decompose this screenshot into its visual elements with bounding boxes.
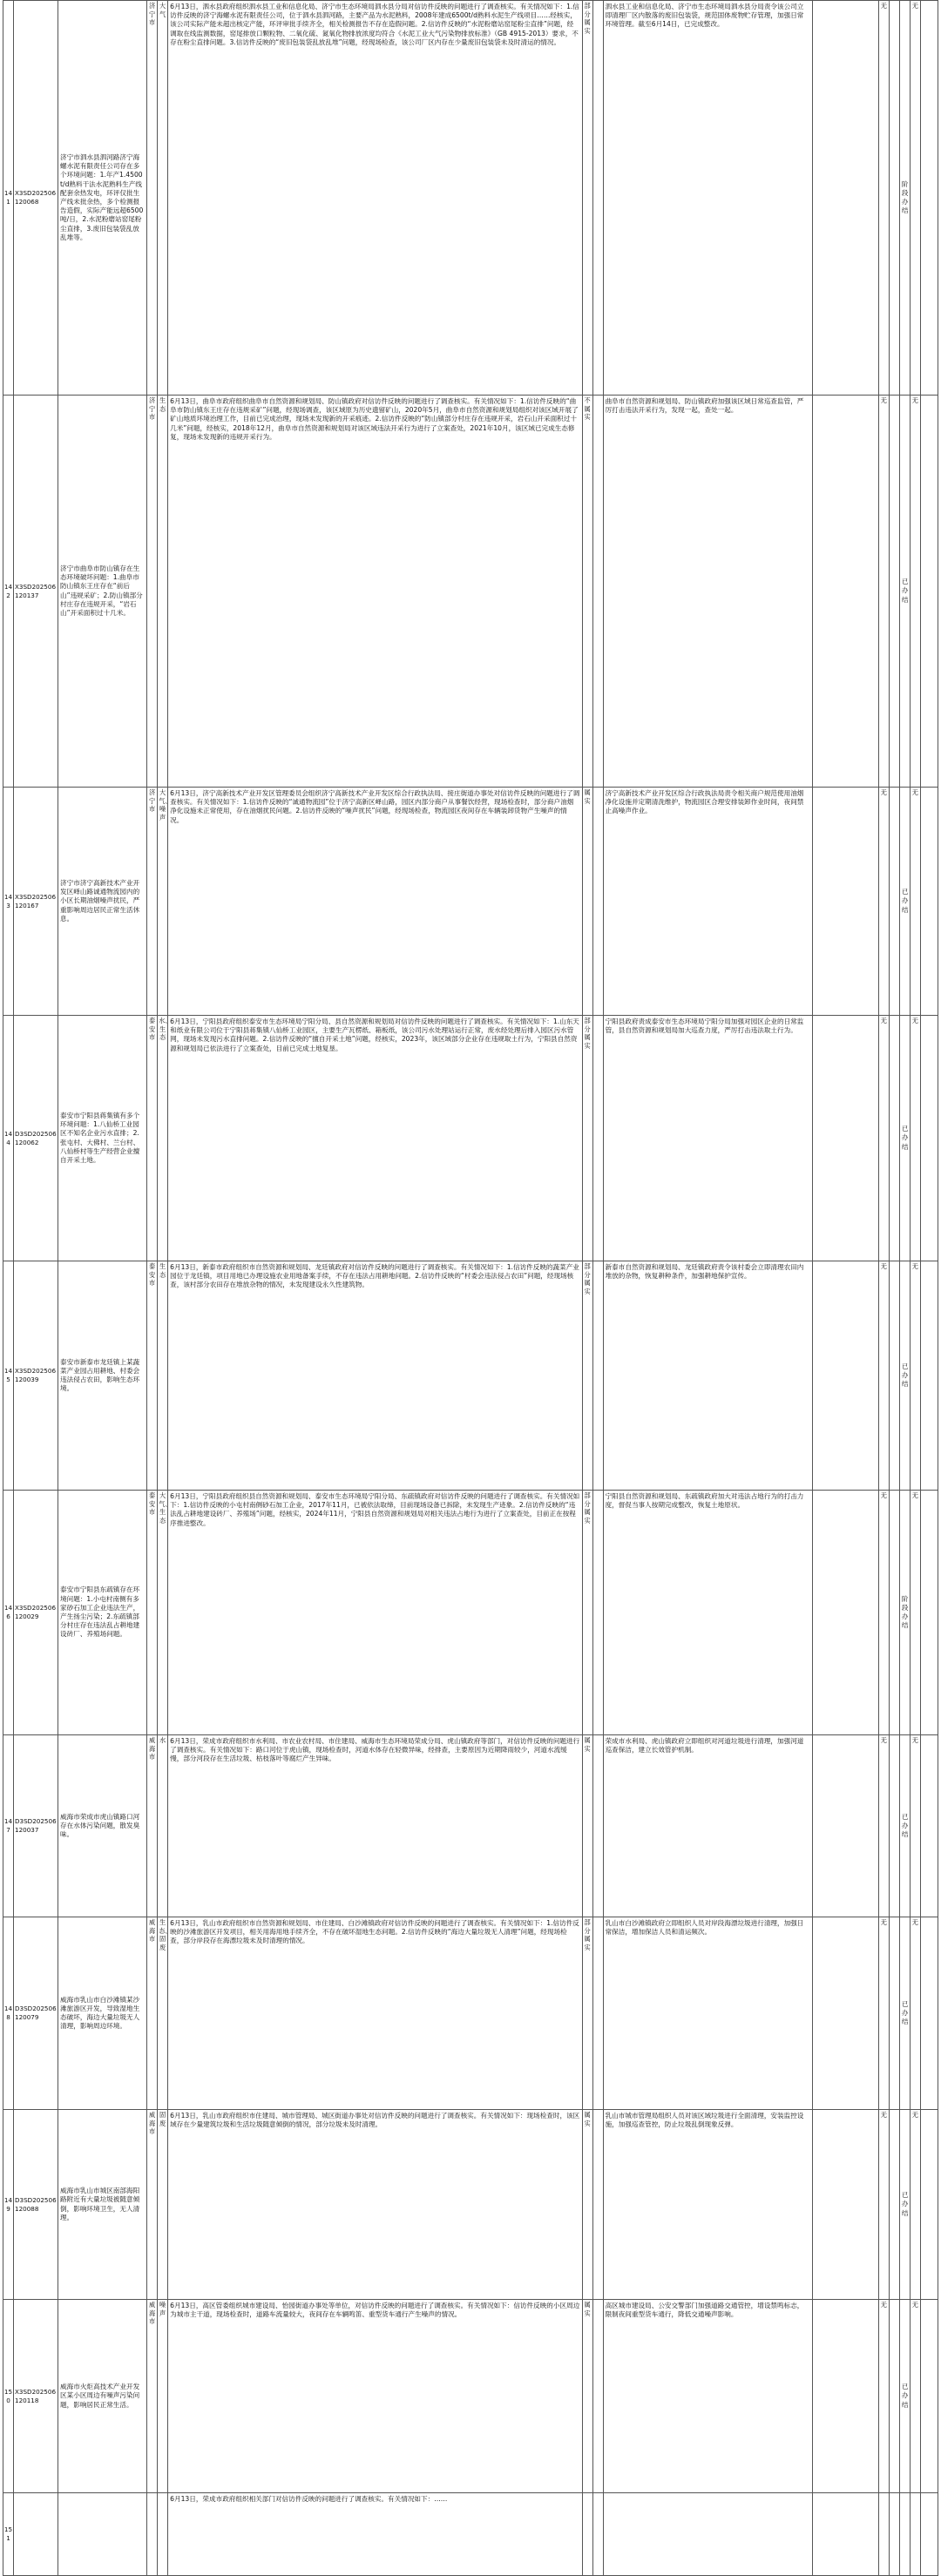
row-code: X3SD202506120029 [14, 1491, 58, 1735]
row-admin: 济宁市 [147, 788, 158, 1016]
row-check: 6月13日，新泰市政府组织市自然资源和规划局、龙廷镇政府对信访件反映的问题进行了调查核实。有关情况如下：1.信访件反映的蔬菜产业园位于龙廷镇，项目用地已办理设施农业用地备案手续，不存在违法占用耕地问题。2.信访件反映的“村委会违法侵占农田”问题，经现场核查，该村部分农田存在堆放杂物的情况，未发现建设永久性建筑物。 [168, 1261, 582, 1491]
row-public [910, 2493, 920, 2576]
row-result: 部分属实 [582, 1917, 592, 2110]
row-type: 生态 [158, 396, 168, 788]
row-accountability: 无 [878, 1491, 889, 1735]
row-code: D3SD202506120062 [14, 1016, 58, 1261]
row-spacer-2 [889, 396, 899, 788]
row-result: 属实 [582, 788, 592, 1016]
row-end [920, 1016, 938, 1261]
row-spacer [592, 2110, 603, 2300]
row-check: 6月13日，宁阳县政府组织泰安市生态环境局宁阳分局、县自然资源和规划局对信访件反映的问题进行了调查核实。有关情况如下：1.山东天和纸业有限公司位于宁阳县蒋集镇八仙桥工业园区，主要生产瓦楞纸、箱板纸，该公司污水处理站运行正常，废水经处理后排入园区污水管网，现场未发现污水直排问题。2.信访件反映的“擅自开采土地”问题，经核实，2023年，该区域部分企业存在违规取土行为，宁阳县自然资源和规划局已依法进行了立案查处，目前已完成土地复垦。 [168, 1016, 582, 1261]
row-check: 6月13日，荣成市政府组织相关部门对信访件反映的问题进行了调查核实。有关情况如下：…… [168, 2493, 582, 2576]
table-row [3, 1, 938, 396]
row-admin: 济宁市 [147, 396, 158, 788]
row-result: 属实 [582, 2110, 592, 2300]
row-public: 无 [910, 2110, 920, 2300]
row-type: 噪声 [158, 2300, 168, 2493]
row-admin: 威海市 [147, 2110, 158, 2300]
row-complaint [58, 2493, 147, 2576]
row-accountability: 无 [878, 1735, 889, 1917]
row-result: 部分属实 [582, 1016, 592, 1261]
row-spacer [592, 788, 603, 1016]
row-end [920, 396, 938, 788]
row-handling: 新泰市自然资源和规划局、龙廷镇政府责令该村委会立即清理农田内堆放的杂物，恢复耕种条件，加强耕地保护宣传。 [603, 1261, 812, 1491]
table-row [3, 396, 938, 788]
row-end [920, 2110, 938, 2300]
row-spacer-2 [889, 1917, 899, 2110]
row-admin: 济宁市 [147, 1, 158, 396]
row-extra [812, 788, 878, 1016]
row-extra [812, 1, 878, 396]
row-result: 属实 [582, 1735, 592, 1917]
row-handling: 荣成市水利局、虎山镇政府立即组织对河道垃圾进行清理，加强河道巡查保洁，建立长效管护机制。 [603, 1735, 812, 1917]
row-end [920, 1735, 938, 1917]
row-seq: 144 [3, 1016, 14, 1261]
row-type: 大气 [158, 1, 168, 396]
row-admin: 泰安市 [147, 1491, 158, 1735]
row-spacer [592, 1491, 603, 1735]
row-extra [812, 2493, 878, 2576]
table-row [3, 2300, 938, 2493]
row-spacer [592, 1016, 603, 1261]
row-seq: 150 [3, 2300, 14, 2493]
row-spacer-2 [889, 1261, 899, 1491]
row-status: 阶段办结 [899, 1, 910, 396]
row-seq: 143 [3, 788, 14, 1016]
row-public: 无 [910, 1735, 920, 1917]
table-row [3, 1016, 938, 1261]
row-complaint: 威海市乳山市白沙滩镇某沙滩旅游区开发，导致湿地生态破坏，海边大量垃圾无人清理，影响周边环境。 [58, 1917, 147, 2110]
row-accountability: 无 [878, 1917, 889, 2110]
row-end [920, 2493, 938, 2576]
row-status: 已办结 [899, 1917, 910, 2110]
row-accountability: 无 [878, 2110, 889, 2300]
row-seq: 147 [3, 1735, 14, 1917]
row-public: 无 [910, 1491, 920, 1735]
row-handling [603, 2493, 812, 2576]
row-status: 已办结 [899, 1016, 910, 1261]
row-spacer-2 [889, 2493, 899, 2576]
row-admin: 泰安市 [147, 1016, 158, 1261]
row-public: 无 [910, 2300, 920, 2493]
row-code: X3SD202506120167 [14, 788, 58, 1016]
row-spacer [592, 1917, 603, 2110]
row-complaint: 济宁市曲阜市防山镇存在生态环境破坏问题：1.曲阜市防山镇东王庄存在“前后山”违规采矿；2.防山镇部分村庄存在违规开采，“岩石山”开采面积过十几米。 [58, 396, 147, 788]
row-public: 无 [910, 1016, 920, 1261]
row-public: 无 [910, 1917, 920, 2110]
row-code: X3SD202506120137 [14, 396, 58, 788]
table-row [3, 1261, 938, 1491]
row-spacer-2 [889, 1, 899, 396]
row-admin: 威海市 [147, 1917, 158, 2110]
row-spacer [592, 2493, 603, 2576]
row-accountability: 无 [878, 2300, 889, 2493]
row-result: 部分属实 [582, 1, 592, 396]
row-result: 部分属实 [582, 1261, 592, 1491]
row-public: 无 [910, 396, 920, 788]
row-seq: 148 [3, 1917, 14, 2110]
row-extra [812, 1261, 878, 1491]
row-spacer-2 [889, 2300, 899, 2493]
row-result [582, 2493, 592, 2576]
row-seq: 146 [3, 1491, 14, 1735]
row-type: 大气、噪声 [158, 788, 168, 1016]
row-type: 水 [158, 1735, 168, 1917]
row-extra [812, 2110, 878, 2300]
row-check: 6月13日，济宁高新技术产业开发区管理委员会组织济宁高新技术产业开发区综合行政执法局、接庄街道办事处对信访件反映的问题进行了调查核实。有关情况如下：1.信访件反映的“诚通物流园”位于济宁高新区峄山路，园区内部分商户从事餐饮经营，现场检查时，部分商户油烟净化设施未正常使用，存在油烟扰民问题。2.信访件反映的“噪声扰民”问题，经现场检查，物流园区夜间存在车辆装卸货物产生噪声的情况。 [168, 788, 582, 1016]
row-complaint: 威海市荣成市虎山镇路口河存在水体污染问题，散发臭味。 [58, 1735, 147, 1917]
row-check: 6月13日，宁阳县政府组织县自然资源和规划局、泰安市生态环境局宁阳分局、东疏镇政府对信访件反映的问题进行了调查核实。有关情况如下：1.信访件反映的小屯村南侧砂石加工企业，2017年11月，已被依法取缔，目前现场设备已拆除，未发现生产迹象。2.信访件反映的“违法乱占耕地建设砖厂、养殖场”问题，经核实，2024年11月，宁阳县自然资源和规划局对相关违法占地行为进行了立案查处，目前正在按程序推进整改。 [168, 1491, 582, 1735]
row-type: 固废 [158, 2110, 168, 2300]
row-check: 6月13日，泗水县政府组织泗水县工业和信息化局、济宁市生态环境局泗水县分局对信访件反映的问题进行了调查核实。有关情况如下：1.信访件反映的济宁海螺水泥有限责任公司，位于泗水县泗河路，主要产品为水泥熟料，2008年建成6500t/d熟料水泥生产线项目……经核实，该公司实际产能未超出核定产能，环评审批手续齐全，相关检测报告不存在造假问题。2.信访件反映的“水泥粉磨站窑尾粉尘直排”问题，经调取在线监测数据，窑尾排放口颗粒物、二氧化硫、氮氧化物排放浓度均符合《水泥工业大气污染物排放标准》（GB 4915-2013）要求，不存在粉尘直排问题。3.信访件反映的“废旧包装袋乱放乱堆”问题，经现场检查，该公司厂区内存在少量废旧包装袋未及时清运的情况。 [168, 1, 582, 396]
row-seq: 151 [3, 2493, 14, 2576]
row-spacer-2 [889, 788, 899, 1016]
row-code: X3SD202506120039 [14, 1261, 58, 1491]
case-table [3, 0, 938, 2576]
row-admin [147, 2493, 158, 2576]
row-handling: 宁阳县自然资源和规划局、东疏镇政府加大对违法占地行为的打击力度，督促当事人按期完成整改，恢复土地原状。 [603, 1491, 812, 1735]
row-spacer [592, 1261, 603, 1491]
row-admin: 泰安市 [147, 1261, 158, 1491]
row-status: 阶段办结 [899, 1491, 910, 1735]
row-result: 不属实 [582, 396, 592, 788]
row-complaint: 泰安市宁阳县蒋集镇有多个环境问题：1.八仙桥工业园区不知名企业污水直排；2.张屯村、大佛村、兰台村、八仙桥村等生产经营企业擅自开采土地。 [58, 1016, 147, 1261]
row-extra [812, 2300, 878, 2493]
row-status [899, 2493, 910, 2576]
row-code: D3SD202506120088 [14, 2110, 58, 2300]
row-seq: 141 [3, 1, 14, 396]
row-check: 6月13日，高区管委组织城市建设局、怡园街道办事处等单位，对信访件反映的问题进行了调查核实。有关情况如下：信访件反映的小区周边为城市主干道，现场检查时，道路车流量较大，夜间存在车辆鸣笛、重型货车通行产生噪声的情况。 [168, 2300, 582, 2493]
row-handling: 宁阳县政府责成泰安市生态环境局宁阳分局加强对园区企业的日常监管，县自然资源和规划局加大巡查力度，严厉打击违法取土行为。 [603, 1016, 812, 1261]
row-code [14, 2493, 58, 2576]
row-accountability: 无 [878, 1, 889, 396]
row-extra [812, 396, 878, 788]
row-seq: 149 [3, 2110, 14, 2300]
row-handling: 济宁高新技术产业开发区综合行政执法局责令相关商户规范使用油烟净化设施并定期清洗维护，物流园区合理安排装卸作业时间，夜间禁止高噪声作业。 [603, 788, 812, 1016]
table-row [3, 2493, 938, 2576]
row-handling: 乳山市白沙滩镇政府立即组织人员对岸段海漂垃圾进行清理，加强日常保洁，增加保洁人员和清运频次。 [603, 1917, 812, 2110]
row-spacer [592, 2300, 603, 2493]
row-spacer-2 [889, 1735, 899, 1917]
row-handling: 曲阜市自然资源和规划局、防山镇政府加强该区域日常巡查监管，严厉打击违法开采行为，发现一起，查处一起。 [603, 396, 812, 788]
row-public: 无 [910, 1, 920, 396]
row-spacer-2 [889, 1491, 899, 1735]
row-status: 已办结 [899, 2110, 910, 2300]
row-code: D3SD202506120079 [14, 1917, 58, 2110]
row-check: 6月13日，曲阜市政府组织曲阜市自然资源和规划局、防山镇政府对信访件反映的问题进行了调查核实。有关情况如下：1.信访件反映的“曲阜市防山镇东王庄存在违规采矿”问题，经现场调查，该区域原为历史遗留矿山，2020年5月，曲阜市自然资源和规划局组织对该区域开展了矿山地质环境治理工作，目前已完成治理，现场未发现新的开采痕迹。2.信访件反映的“防山镇部分村庄存在违规开采，岩石山开采面积过十几米”问题，经核实，2018年12月，曲阜市自然资源和规划局对该区域违法开采行为进行了立案查处，2021年10月，该区域已完成生态修复，现场未发现新的违规开采行为。 [168, 396, 582, 788]
row-type [158, 2493, 168, 2576]
row-complaint: 威海市乳山市城区南部海阳路附近有大量垃圾被随意倾倒，影响环境卫生，无人清理。 [58, 2110, 147, 2300]
row-extra [812, 1735, 878, 1917]
row-accountability: 无 [878, 1261, 889, 1491]
row-seq: 142 [3, 396, 14, 788]
row-complaint: 济宁市济宁高新技术产业开发区峄山路诚通物流园内的小区长期油烟噪声扰民，严重影响周边居民正常生活休息。 [58, 788, 147, 1016]
row-spacer [592, 1, 603, 396]
row-complaint: 泰安市新泰市龙廷镇上某蔬菜产业园占用耕地、村委会违法侵占农田，影响生态环境。 [58, 1261, 147, 1491]
row-extra [812, 1491, 878, 1735]
row-end [920, 1917, 938, 2110]
row-type: 生态、固废 [158, 1917, 168, 2110]
row-admin: 威海市 [147, 2300, 158, 2493]
row-seq: 145 [3, 1261, 14, 1491]
row-complaint: 济宁市泗水县泗河路济宁海螺水泥有限责任公司存在多个环境问题：1.年产1.4500t/d熟料干法水泥熟料生产线配套余热发电，环评仅批生产线未批余热，多个检测报告造假，实际产能远超6500吨/日，2.水泥粉磨站窑尾粉尘直排，3.废旧包装袋乱放乱堆等。 [58, 1, 147, 396]
row-handling: 泗水县工业和信息化局、济宁市生态环境局泗水县分局责令该公司立即清理厂区内散落的废旧包装袋，规范固体废物贮存管理，加强日常环境管理。截至6月14日，已完成整改。 [603, 1, 812, 396]
row-end [920, 1261, 938, 1491]
row-accountability [878, 2493, 889, 2576]
row-admin: 威海市 [147, 1735, 158, 1917]
table-row [3, 788, 938, 1016]
row-type: 水、生态 [158, 1016, 168, 1261]
row-result: 属实 [582, 2300, 592, 2493]
row-code: D3SD202506120037 [14, 1735, 58, 1917]
row-accountability: 无 [878, 396, 889, 788]
row-spacer [592, 396, 603, 788]
row-spacer [592, 1735, 603, 1917]
row-end [920, 1491, 938, 1735]
row-extra [812, 1016, 878, 1261]
table-row [3, 1917, 938, 2110]
row-status: 已办结 [899, 2300, 910, 2493]
row-public: 无 [910, 788, 920, 1016]
row-status: 已办结 [899, 1735, 910, 1917]
row-spacer-2 [889, 2110, 899, 2300]
table-row [3, 1735, 938, 1917]
row-complaint: 威海市火炬高技术产业开发区某小区周边有噪声污染问题，影响居民正常生活。 [58, 2300, 147, 2493]
row-check: 6月13日，荣成市政府组织市水利局、市农业农村局、市住建局、威海市生态环境局荣成分局、虎山镇政府等部门，对信访件反映的问题进行了调查核实。有关情况如下：路口河位于虎山镇，现场检查时，河道水体存在轻微异味，经排查，主要原因为近期降雨较少，河道水流缓慢，部分河段存在生活垃圾、枯枝落叶等腐烂产生异味。 [168, 1735, 582, 1917]
row-accountability: 无 [878, 1016, 889, 1261]
row-type: 大气、生态 [158, 1491, 168, 1735]
table-row [3, 2110, 938, 2300]
row-check: 6月13日，乳山市政府组织市住建局、城市管理局、城区街道办事处对信访件反映的问题进行了调查核实。有关情况如下：现场检查时，该区域存在少量建筑垃圾和生活垃圾随意倾倒的情况，部分垃圾未及时清理。 [168, 2110, 582, 2300]
row-status: 已办结 [899, 1261, 910, 1491]
row-status: 已办结 [899, 788, 910, 1016]
row-end [920, 1, 938, 396]
row-spacer-2 [889, 1016, 899, 1261]
row-code: X3SD202506120068 [14, 1, 58, 396]
row-end [920, 788, 938, 1016]
row-handling: 高区城市建设局、公安交警部门加强道路交通管控，增设禁鸣标志，限制夜间重型货车通行，降低交通噪声影响。 [603, 2300, 812, 2493]
row-handling: 乳山市城市管理局组织人员对该区域垃圾进行全面清理，安装监控设施，加强巡查管控，防止垃圾乱倒现象反弹。 [603, 2110, 812, 2300]
row-complaint: 泰安市宁阳县东疏镇存在环境问题：1.小屯村南侧有多家砂石加工企业违法生产，产生扬尘污染；2.东疏镇部分村庄存在违法乱占耕地建设砖厂、养殖场问题。 [58, 1491, 147, 1735]
row-status: 已办结 [899, 396, 910, 788]
row-check: 6月13日，乳山市政府组织市自然资源和规划局、市住建局、白沙滩镇政府对信访件反映的问题进行了调查核实。有关情况如下：1.信访件反映的沙滩旅游区开发项目，相关用海用地手续齐全，不存在破坏湿地生态问题。2.信访件反映的“海边大量垃圾无人清理”问题，经现场检查，部分岸段存在海漂垃圾未及时清理的情况。 [168, 1917, 582, 2110]
row-code: X3SD202506120118 [14, 2300, 58, 2493]
row-accountability: 无 [878, 788, 889, 1016]
row-extra [812, 1917, 878, 2110]
row-type: 生态 [158, 1261, 168, 1491]
row-result: 部分属实 [582, 1491, 592, 1735]
table-row [3, 1491, 938, 1735]
row-public: 无 [910, 1261, 920, 1491]
row-end [920, 2300, 938, 2493]
